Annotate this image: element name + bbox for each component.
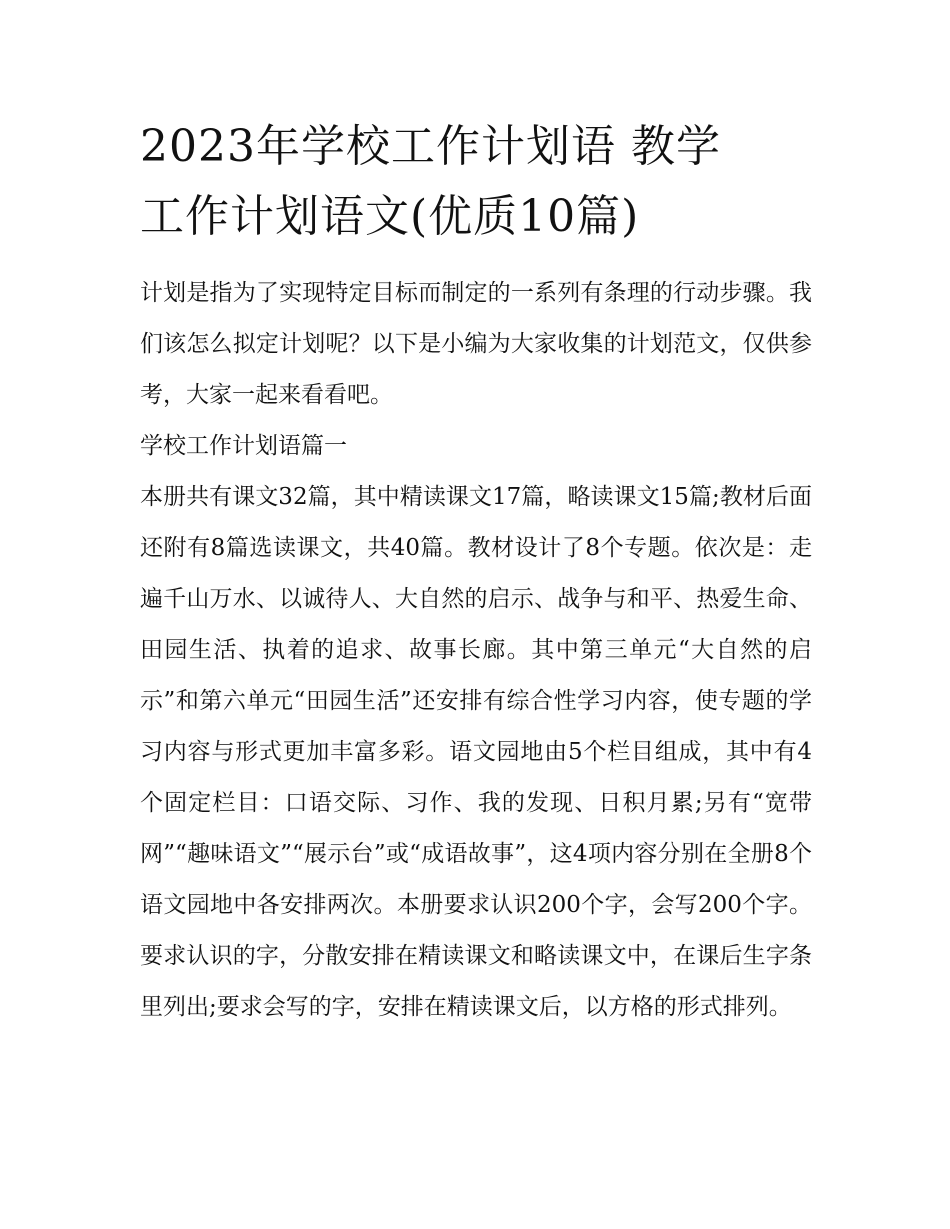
document-page <box>140 112 812 1033</box>
section-body-paragraph: 本册共有课文32篇，其中精读课文17篇，略读课文15篇;教材后面还附有8篇选读课文，共40篇。教材设计了8个专题。依次是：走遍千山万水、以诚待人、大自然的启示、战争与和平、热爱生命、田园生活、执着的追求、故事长廊。其中第三单元“大自然的启示”和第六单元“田园生活”还安排有综合性学习内容，使专题的学习内容与形式更加丰富多彩。语文园地由5个栏目组成，其中有4个固定栏目：口语交际、习作、我的发现、日积月累;另有“宽带网”“趣味语文”“展示台”或“成语故事”，这4项内容分别在全册8个语文园地中各安排两次。本册要求认识200个字，会写200个字。要求认识的字，分散安排在精读课文和略读课文中，在课后生字条里列出;要求会写的字，安排在精读课文后，以方格的形式排列。 <box>140 484 812 1020</box>
section-heading: 学校工作计划语篇一 <box>140 433 347 459</box>
title-line-2: 工作计划语文(优质10篇) <box>140 191 640 242</box>
document-title <box>140 112 812 252</box>
title-line-1: 2023年学校工作计划语 教学 <box>140 121 721 172</box>
intro-paragraph: 计划是指为了实现特定目标而制定的一系列有条理的行动步骤。我们该怎么拟定计划呢？以下是小编为大家收集的计划范文，仅供参考，大家一起来看看吧。 <box>140 280 812 408</box>
